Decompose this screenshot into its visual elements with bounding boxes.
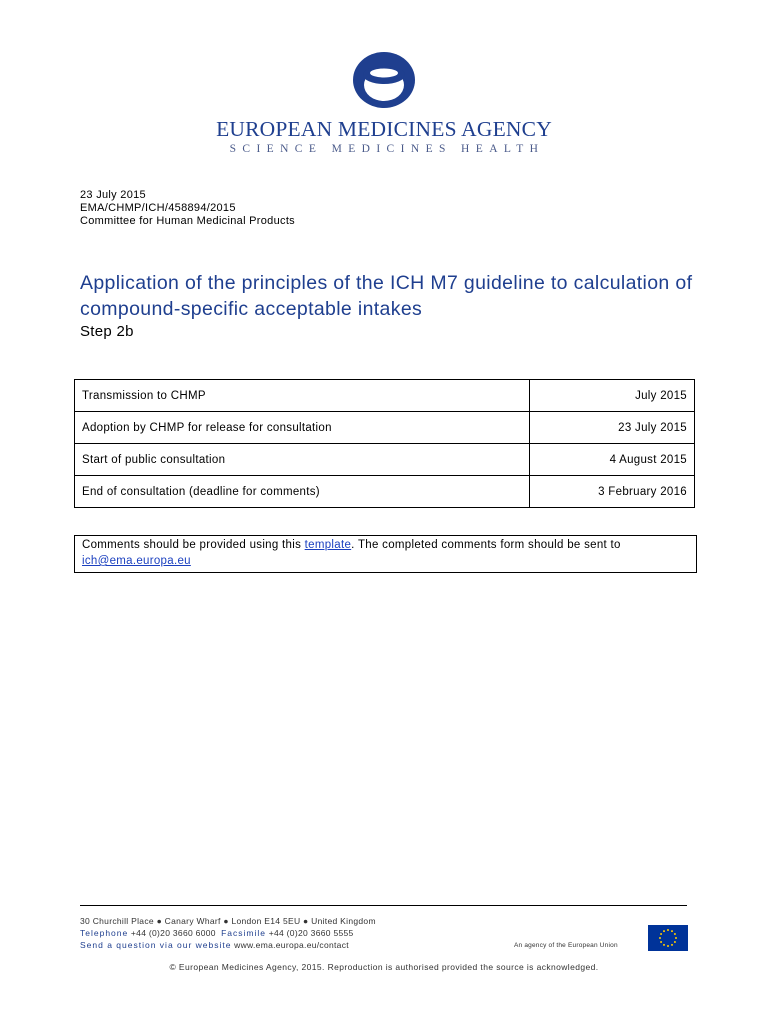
timeline-label: Transmission to CHMP xyxy=(75,380,530,412)
agency-name: EUROPEAN MEDICINES AGENCY xyxy=(216,117,552,141)
agency-tagline: SCIENCE MEDICINES HEALTH xyxy=(229,143,545,155)
table-row xyxy=(75,444,695,476)
document-reference: EMA/CHMP/ICH/458894/2015 xyxy=(80,202,236,214)
comments-prefix: Comments should be provided using this xyxy=(82,539,305,551)
footer-website xyxy=(80,939,376,951)
eu-star-icon xyxy=(667,945,669,947)
timeline-label: End of consultation (deadline for comments) xyxy=(75,476,530,508)
telephone-label: Telephone xyxy=(80,928,129,938)
document-title: Application of the principles of the ICH M7 guideline to calculation of compound-specific acceptable intakes xyxy=(80,272,693,320)
document-step: Step 2b xyxy=(80,323,134,340)
eu-agency-note: An agency of the European Union xyxy=(514,942,618,949)
footer-address: 30 Churchill Place ● Canary Wharf ● London E14 5EU ● United Kingdom xyxy=(80,916,376,926)
website-link[interactable]: www.ema.europa.eu/contact xyxy=(234,940,349,950)
comments-suffix: . The completed comments form should be sent to xyxy=(351,539,621,551)
eu-star-icon xyxy=(663,930,665,932)
timeline-date: 4 August 2015 xyxy=(530,444,695,476)
timeline-date: 3 February 2016 xyxy=(530,476,695,508)
question-label: Send a question via our website xyxy=(80,940,232,950)
table-row xyxy=(75,412,695,444)
telephone-number: +44 (0)20 3660 6000 xyxy=(130,928,216,938)
eu-star-icon xyxy=(671,944,673,946)
document-date: 23 July 2015 xyxy=(80,189,146,201)
table-row xyxy=(75,476,695,508)
eu-flag-icon xyxy=(648,925,688,951)
facsimile-number: +44 (0)20 3660 5555 xyxy=(268,928,354,938)
copyright-notice: © European Medicines Agency, 2015. Reproduction is authorised provided the source is acknowledged. xyxy=(169,962,599,972)
table-row xyxy=(75,380,695,412)
eu-star-icon xyxy=(674,941,676,943)
ema-emblem-icon xyxy=(352,51,416,109)
document-metadata xyxy=(80,189,295,228)
eu-star-icon xyxy=(667,929,669,931)
footer-phones xyxy=(80,927,376,939)
timeline-date: 23 July 2015 xyxy=(530,412,695,444)
email-link[interactable]: ich@ema.europa.eu xyxy=(82,555,191,567)
timeline-label: Start of public consultation xyxy=(75,444,530,476)
eu-star-icon xyxy=(674,933,676,935)
timeline-label: Adoption by CHMP for release for consultation xyxy=(75,412,530,444)
ema-logo xyxy=(0,51,768,156)
eu-star-icon xyxy=(659,937,661,939)
eu-star-icon xyxy=(663,944,665,946)
template-link[interactable]: template xyxy=(304,539,352,551)
timeline-date: July 2015 xyxy=(530,380,695,412)
eu-star-icon xyxy=(660,941,662,943)
facsimile-label: Facsimile xyxy=(221,928,267,938)
comments-instructions xyxy=(74,535,697,573)
consultation-timeline-table xyxy=(74,379,695,508)
eu-star-icon xyxy=(660,933,662,935)
footer-contact xyxy=(80,915,376,951)
footer-divider xyxy=(80,905,687,906)
eu-star-icon xyxy=(675,937,677,939)
committee-name: Committee for Human Medicinal Products xyxy=(80,215,295,227)
eu-star-icon xyxy=(671,930,673,932)
